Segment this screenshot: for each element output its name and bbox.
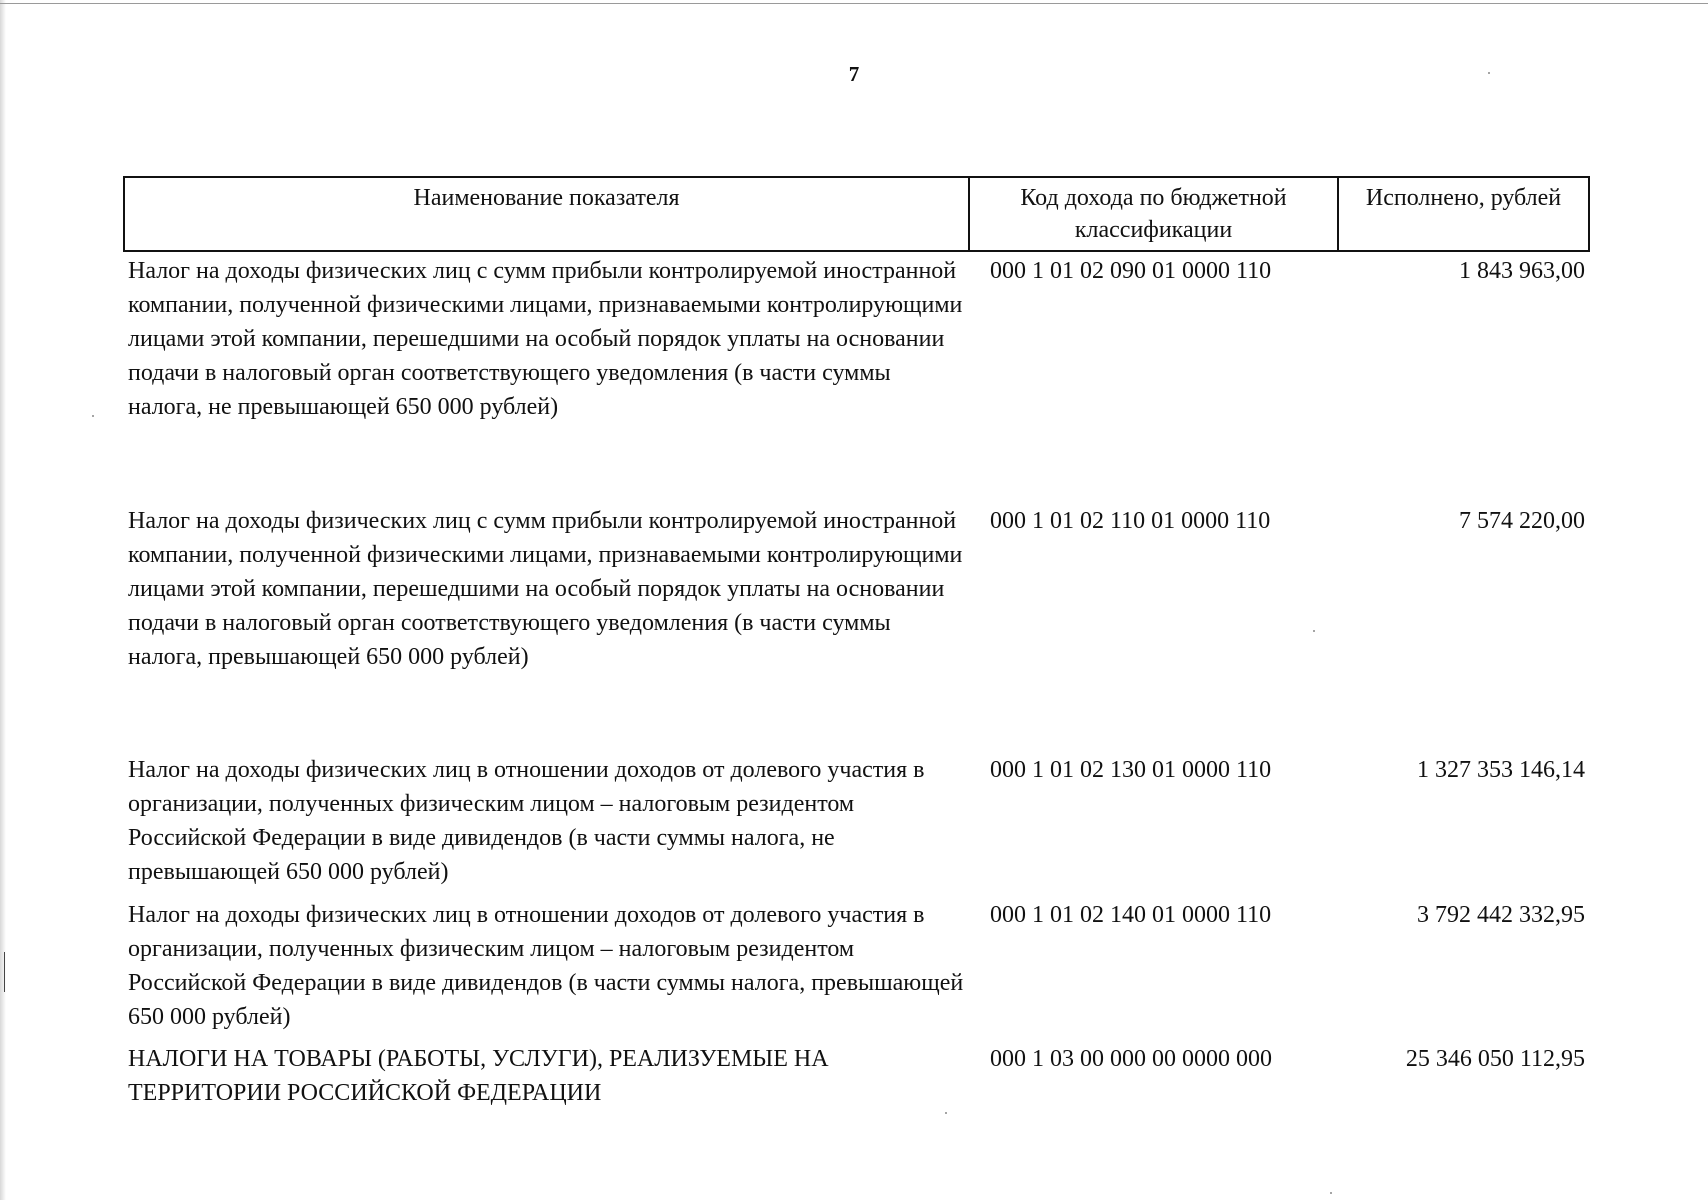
- scan-speck: [1488, 72, 1490, 74]
- header-amount-column: Исполнено, рублей: [1365, 185, 1562, 211]
- scan-speck: [1330, 1192, 1332, 1194]
- header-name-column: Наименование показателя: [125, 178, 970, 250]
- row-indicator-name: Налог на доходы физических лиц в отношении доходов от долевого участия в организации, полученных физическим лицом – налоговым резидентом Российской Федерации в виде дивидендов (в части суммы налога, превышающей 650 000 рублей): [128, 902, 964, 1030]
- row-executed-amount: 1 327 353 146,14: [1417, 757, 1585, 783]
- scan-speck: [1313, 630, 1315, 632]
- scan-mark: [4, 952, 5, 992]
- row-executed-amount: 1 843 963,00: [1459, 258, 1585, 284]
- row-income-code: 000 1 01 02 140 01 0000 110: [990, 902, 1272, 928]
- row-indicator-name: НАЛОГИ НА ТОВАРЫ (РАБОТЫ, УСЛУГИ), РЕАЛИЗУЕМЫЕ НА ТЕРРИТОРИИ РОССИЙСКОЙ ФЕДЕРАЦИИ: [128, 1046, 829, 1106]
- scan-speck: [945, 1112, 947, 1114]
- row-executed-amount: 25 346 050 112,95: [1405, 1046, 1585, 1072]
- row-indicator-name: Налог на доходы физических лиц с сумм прибыли контролируемой иностранной компании, полученной физическими лицами, признаваемыми контролирующими лицами этой компании, перешедшими на особый порядок уплаты на основании подачи в налоговый орган соответствующего уведомления (в части суммы налога, не превышающей 650 000 рублей): [128, 258, 963, 420]
- scan-speck: [92, 415, 94, 417]
- row-executed-amount: 7 574 220,00: [1459, 508, 1585, 534]
- row-executed-amount: 3 792 442 332,95: [1417, 902, 1585, 928]
- scan-top-line: [0, 3, 1708, 4]
- scan-edge: [0, 0, 6, 1200]
- row-income-code: 000 1 01 02 130 01 0000 110: [990, 757, 1272, 783]
- row-indicator-name: Налог на доходы физических лиц в отношении доходов от долевого участия в организации, полученных физическим лицом – налоговым резидентом Российской Федерации в виде дивидендов (в части суммы налога, не превышающей 650 000 рублей): [128, 757, 925, 885]
- table-header: [123, 176, 1590, 252]
- page-number: 7: [848, 62, 860, 86]
- row-income-code: 000 1 03 00 000 00 0000 000: [990, 1046, 1272, 1072]
- row-income-code: 000 1 01 02 110 01 0000 110: [990, 508, 1271, 534]
- header-code-column: Код дохода по бюджетной классификации: [970, 178, 1339, 250]
- row-indicator-name: Налог на доходы физических лиц с сумм прибыли контролируемой иностранной компании, полученной физическими лицами, признаваемыми контролирующими лицами этой компании, перешедшими на особый порядок уплаты на основании подачи в налоговый орган соответствующего уведомления (в части суммы налога, превышающей 650 000 рублей): [128, 508, 963, 670]
- row-income-code: 000 1 01 02 090 01 0000 110: [990, 258, 1272, 284]
